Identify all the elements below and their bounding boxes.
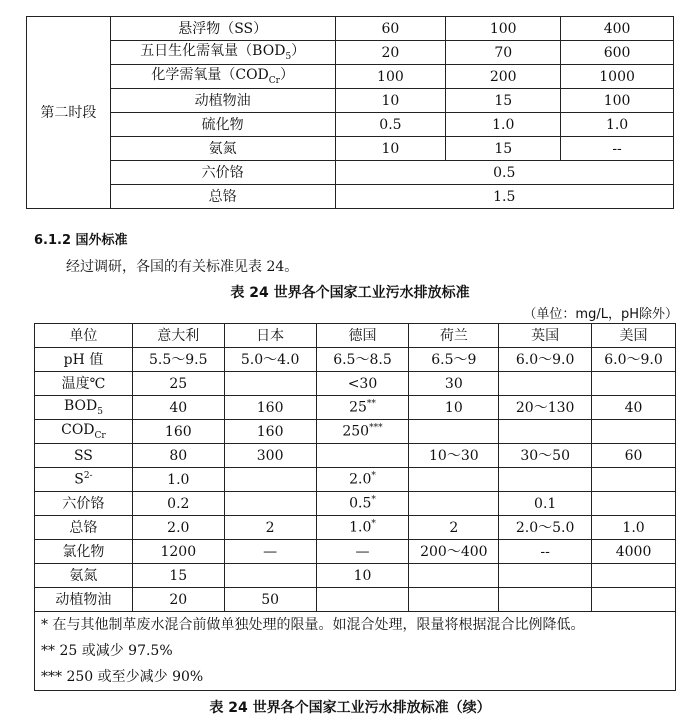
table-row — [27, 185, 674, 209]
value-cell: 1.0 — [446, 113, 561, 137]
value-cell: -- — [499, 540, 592, 564]
header-country: 美国 — [592, 324, 676, 348]
unit-note: （单位：mg/L，pH除外） — [523, 307, 678, 322]
footnote-mark: *** — [369, 423, 383, 434]
value-cell: 100 — [446, 17, 561, 41]
value-cell: 0.5 — [335, 113, 446, 137]
value-cell: — — [316, 540, 409, 564]
footnote-row — [35, 612, 676, 639]
value-cell — [316, 468, 409, 492]
pollutant-name-text: 化学需氧量（COD — [151, 66, 269, 83]
value-cell — [224, 492, 316, 516]
value-cell: 160 — [132, 420, 224, 444]
table-row — [27, 65, 674, 89]
value-cell: 6.5～9 — [409, 348, 499, 372]
value-cell: 10 — [316, 564, 409, 588]
value-cell — [316, 396, 409, 420]
value-cell: 10～30 — [409, 444, 499, 468]
merged-value: 0.5 — [335, 161, 673, 185]
value-cell — [224, 564, 316, 588]
value-cell — [409, 492, 499, 516]
value-cell: 600 — [561, 41, 674, 65]
value-cell: 5.0～4.0 — [224, 348, 316, 372]
table-row — [35, 444, 676, 468]
intro-paragraph: 经过调研，各国的有关标准见表 24。 — [66, 259, 299, 275]
table-row — [27, 41, 674, 65]
value-cell: 400 — [561, 17, 674, 41]
value-cell — [409, 588, 499, 612]
value-cell — [592, 588, 676, 612]
value-cell — [499, 420, 592, 444]
value-cell — [592, 564, 676, 588]
value-cell: 60 — [592, 444, 676, 468]
footnote-text: *** 250 或至少减少 90% — [35, 664, 676, 691]
pollutant-name: 悬浮物（SS） — [110, 17, 335, 41]
pollutant-name-suffix: ） — [291, 42, 306, 59]
value-cell: 20 — [335, 41, 446, 65]
table-row — [35, 420, 676, 444]
value-cell: 0.1 — [499, 492, 592, 516]
pollutant-name — [110, 41, 335, 65]
header-row — [35, 324, 676, 348]
footnote-mark: * — [371, 519, 376, 530]
pollutant-name-text: 五日生化需氧量（BOD — [140, 42, 286, 59]
pollutant-name: 硫化物 — [110, 113, 335, 137]
value-cell: 2.0 — [132, 516, 224, 540]
value-cell — [499, 588, 592, 612]
value-cell: — — [224, 540, 316, 564]
value-cell: 1.0 — [592, 516, 676, 540]
value-cell: 20～130 — [499, 396, 592, 420]
header-country: 日本 — [224, 324, 316, 348]
value-cell — [224, 468, 316, 492]
header-country: 英国 — [499, 324, 592, 348]
period-label: 第二时段 — [27, 17, 111, 209]
value-cell — [316, 516, 409, 540]
value-cell — [592, 420, 676, 444]
value-cell: 4000 — [592, 540, 676, 564]
table-row — [35, 516, 676, 540]
value-cell: 15 — [446, 137, 561, 161]
value-cell: 25 — [132, 372, 224, 396]
row-label: SS — [35, 444, 133, 468]
continued-caption: 表 24 世界各个国家工业污水排放标准（续） — [209, 700, 491, 716]
table-row — [27, 17, 674, 41]
table-world-standards — [34, 323, 676, 691]
value-cell: 60 — [335, 17, 446, 41]
value-cell — [316, 420, 409, 444]
pollutant-name-suffix: ） — [279, 66, 294, 83]
value-cell — [499, 564, 592, 588]
footnote-text: ** 25 或减少 97.5% — [35, 638, 676, 664]
header-country: 德国 — [316, 324, 409, 348]
value-cell — [592, 492, 676, 516]
value-cell: 0.2 — [132, 492, 224, 516]
table-row — [35, 492, 676, 516]
pollutant-name: 动植物油 — [110, 89, 335, 113]
table-row — [27, 137, 674, 161]
table-domestic-standards — [26, 16, 674, 209]
value-cell: 30～50 — [499, 444, 592, 468]
value-text: 2.0 — [349, 471, 372, 488]
superscript: 2- — [83, 471, 93, 482]
table-row — [35, 588, 676, 612]
value-text: 0.5 — [349, 495, 372, 512]
footnote-mark: ** — [366, 399, 376, 410]
section-heading: 6.1.2 国外标准 — [34, 233, 128, 248]
header-country: 荷兰 — [409, 324, 499, 348]
value-cell: 200～400 — [409, 540, 499, 564]
table-caption: 表 24 世界各个国家工业污水排放标准 — [230, 285, 470, 301]
value-cell: 10 — [335, 137, 446, 161]
value-cell: 70 — [446, 41, 561, 65]
header-unit: 单位 — [35, 324, 133, 348]
footnote-mark: * — [371, 495, 376, 506]
subscript: Cr — [94, 430, 106, 441]
row-label: 动植物油 — [35, 588, 133, 612]
value-text: 1.0 — [349, 519, 372, 536]
footnote-row — [35, 664, 676, 691]
row-label-text: S — [74, 471, 84, 488]
value-cell: 2 — [409, 516, 499, 540]
row-label — [35, 420, 133, 444]
value-cell: 160 — [224, 420, 316, 444]
footnote-row — [35, 638, 676, 664]
value-cell: 10 — [409, 396, 499, 420]
value-cell: 200 — [446, 65, 561, 89]
value-cell: 30 — [409, 372, 499, 396]
subscript: 5 — [97, 406, 103, 417]
subscript: Cr — [268, 75, 280, 86]
pollutant-name: 六价铬 — [110, 161, 335, 185]
table-row — [27, 161, 674, 185]
value-cell: 2 — [224, 516, 316, 540]
value-cell: 1.0 — [132, 468, 224, 492]
value-cell: 50 — [224, 588, 316, 612]
row-label-text: COD — [61, 421, 95, 438]
value-cell: 15 — [446, 89, 561, 113]
row-label — [35, 396, 133, 420]
value-cell: 40 — [132, 396, 224, 420]
value-cell: 6.0～9.0 — [592, 348, 676, 372]
value-cell — [224, 372, 316, 396]
table-row — [35, 348, 676, 372]
value-cell: 160 — [224, 396, 316, 420]
pollutant-name — [110, 65, 335, 89]
value-text: 250 — [342, 423, 370, 440]
table-row — [35, 468, 676, 492]
row-label: 氨氮 — [35, 564, 133, 588]
value-cell: 100 — [335, 65, 446, 89]
value-cell — [409, 564, 499, 588]
value-cell — [409, 468, 499, 492]
row-label — [35, 468, 133, 492]
row-label: 温度℃ — [35, 372, 133, 396]
table-row — [35, 564, 676, 588]
value-cell — [316, 444, 409, 468]
value-cell: 300 — [224, 444, 316, 468]
value-cell: <30 — [316, 372, 409, 396]
value-cell: 15 — [132, 564, 224, 588]
footnote-mark: * — [371, 471, 376, 482]
value-cell: 5.5～9.5 — [132, 348, 224, 372]
value-cell: 100 — [561, 89, 674, 113]
value-cell — [499, 468, 592, 492]
value-cell: 1.0 — [561, 113, 674, 137]
value-cell — [499, 372, 592, 396]
table-row — [35, 540, 676, 564]
pollutant-name: 总铬 — [110, 185, 335, 209]
value-cell: 10 — [335, 89, 446, 113]
value-cell: 6.0～9.0 — [499, 348, 592, 372]
row-label: 总铬 — [35, 516, 133, 540]
row-label: pH 值 — [35, 348, 133, 372]
value-cell: 2.0～5.0 — [499, 516, 592, 540]
table-row — [35, 396, 676, 420]
value-cell — [409, 420, 499, 444]
value-cell — [316, 588, 409, 612]
value-cell: 80 — [132, 444, 224, 468]
subscript: 5 — [285, 51, 292, 62]
table-row — [27, 113, 674, 137]
table-row — [35, 372, 676, 396]
value-cell — [316, 492, 409, 516]
header-country: 意大利 — [132, 324, 224, 348]
value-cell — [592, 468, 676, 492]
value-cell: 40 — [592, 396, 676, 420]
value-cell: 1200 — [132, 540, 224, 564]
table-row — [27, 89, 674, 113]
value-text: 25 — [349, 399, 367, 416]
footnote-text: * 在与其他制革废水混合前做单独处理的限量。如混合处理，限量将根据混合比例降低。 — [35, 612, 676, 639]
row-label: 氯化物 — [35, 540, 133, 564]
pollutant-name: 氨氮 — [110, 137, 335, 161]
value-cell — [592, 372, 676, 396]
row-label-text: BOD — [63, 397, 98, 414]
row-label: 六价铬 — [35, 492, 133, 516]
value-cell: 20 — [132, 588, 224, 612]
value-cell: 6.5～8.5 — [316, 348, 409, 372]
merged-value: 1.5 — [335, 185, 673, 209]
value-cell: 1000 — [561, 65, 674, 89]
value-cell: -- — [561, 137, 674, 161]
